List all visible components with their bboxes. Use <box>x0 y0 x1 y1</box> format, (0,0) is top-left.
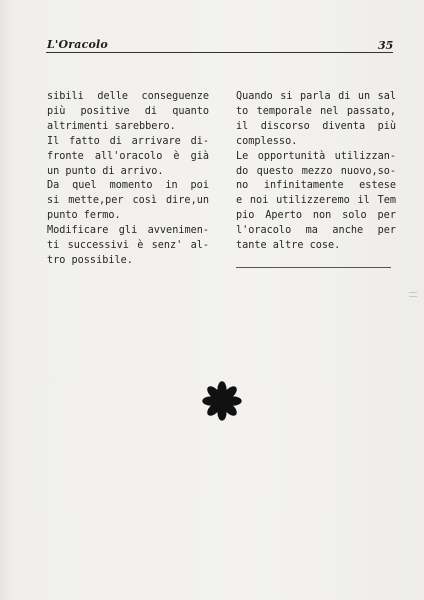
left-text-column <box>47 90 209 269</box>
text-line: un punto di arrivo. <box>47 165 164 177</box>
text-line: altrimenti sarebbero. <box>47 120 176 132</box>
text-line: Il fatto di arrivare di- <box>47 135 209 147</box>
page-number: 35 <box>378 39 394 52</box>
text-line: do questo mezzo nuovo,so- <box>236 165 396 177</box>
text-line: complesso. <box>236 135 298 147</box>
text-line: Quando si parla di un sal <box>236 91 396 102</box>
text-line: fronte all'oracolo è già <box>47 150 209 162</box>
text-line: Modificare gli avvenimen- <box>47 225 209 237</box>
text-line: Da quel momento in poi <box>47 180 209 192</box>
text-line: il discorso diventa più <box>236 120 396 132</box>
text-line: e noi utilizzeremo il Tem <box>236 195 396 207</box>
text-line: ti successivi è senz' al- <box>47 240 209 252</box>
text-line: Le opportunità utilizzan- <box>236 150 396 162</box>
page-edge-mark <box>409 292 417 293</box>
text-line: to temporale nel passato, <box>236 105 396 117</box>
end-of-text-rule <box>236 267 391 268</box>
header-divider <box>46 52 393 53</box>
running-header-title: L'Oracolo <box>47 38 108 51</box>
text-line: si mette,per così dire,un <box>47 195 209 207</box>
text-line: tante altre cose. <box>236 240 341 252</box>
text-line: l'oracolo ma anche per <box>236 225 396 237</box>
text-line: no infinitamente estese <box>236 180 396 192</box>
text-line: sibili delle conseguenze <box>47 91 209 102</box>
text-line: più positive di quanto <box>47 105 209 117</box>
page-edge-mark <box>409 296 417 297</box>
asterisk-flower-icon <box>202 381 242 421</box>
text-line: tro possibile. <box>47 254 133 266</box>
text-line: punto fermo. <box>47 210 121 222</box>
right-text-column <box>236 90 396 254</box>
text-line: pio Aperto non solo per <box>236 210 396 222</box>
